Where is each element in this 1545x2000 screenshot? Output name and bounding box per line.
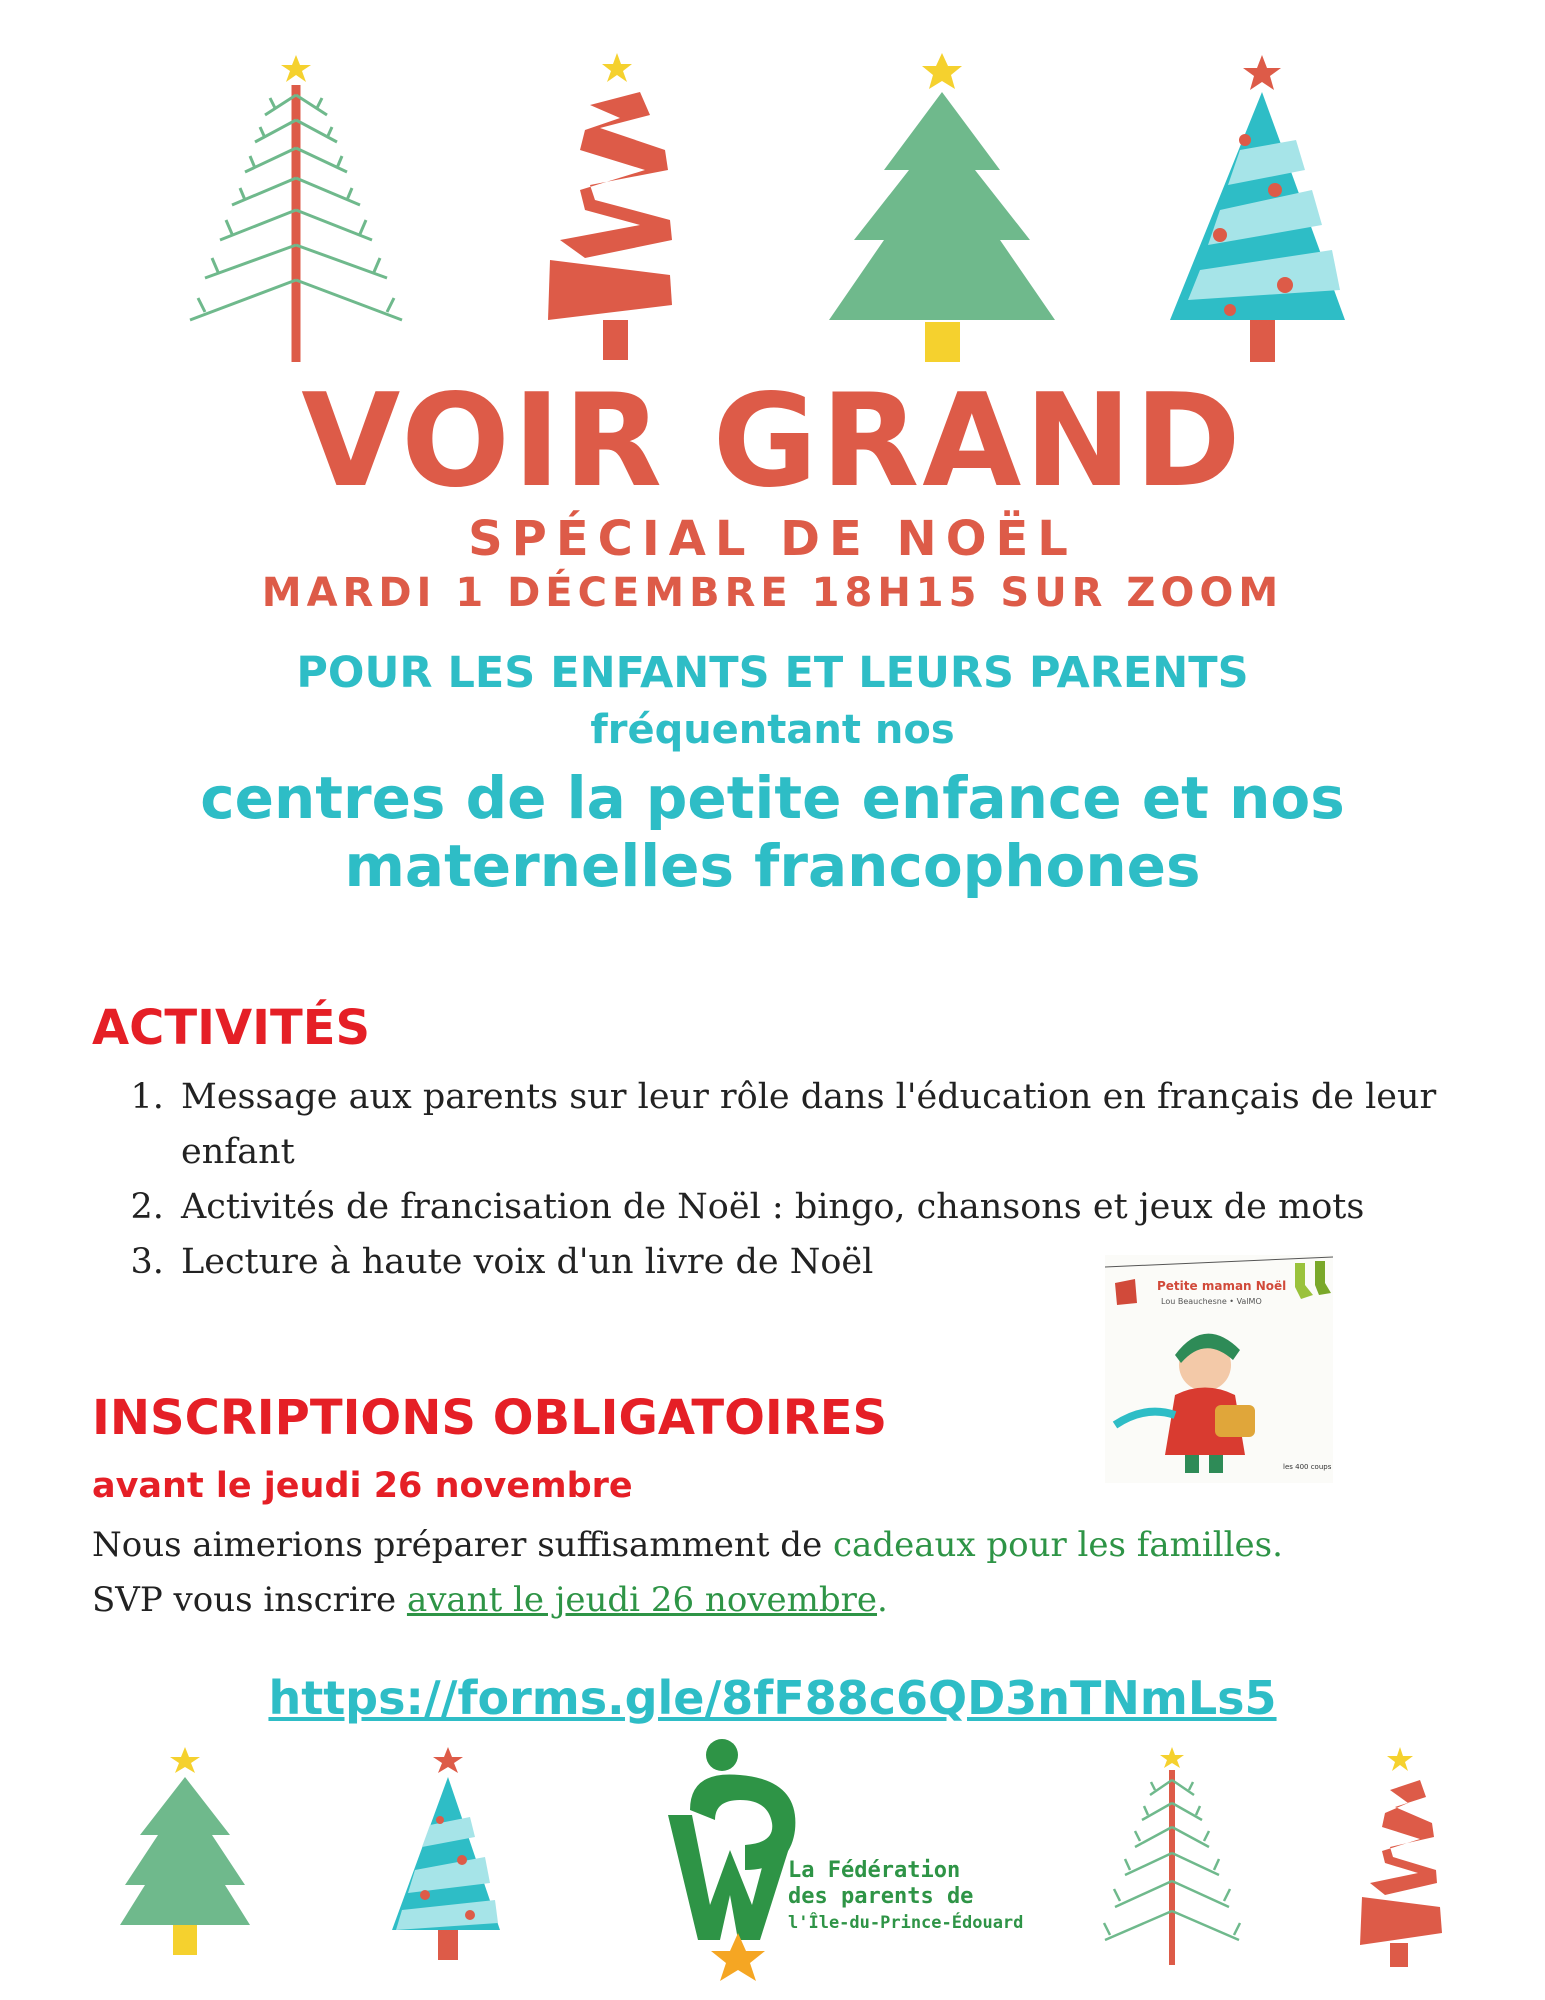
activity-item: 3. Lecture à haute voix d'un livre de Noël (175, 1235, 1545, 1290)
event-subtitle: SPÉCIAL DE NOËL (468, 511, 1077, 567)
period: . (877, 1580, 888, 1620)
registration-line-2 (92, 1573, 1492, 1628)
registration-text: Nous aimerions préparer suffisamment de (92, 1525, 833, 1565)
zigzag-tree-icon (1360, 1747, 1442, 1967)
green-tree-icon (120, 1747, 250, 1955)
federation-name-line-1: La Fédération (788, 1858, 961, 1883)
registration-deadline: avant le jeudi 26 novembre (92, 1466, 633, 1506)
registration-text: SVP vous inscrire (92, 1580, 407, 1620)
book-authors: Lou Beauchesne • ValMO (1161, 1297, 1262, 1306)
audience-block (0, 764, 1545, 901)
pine-tree-icon (1104, 1747, 1240, 1965)
federation-name-line-2: des parents de (788, 1884, 974, 1909)
event-title: VOIR GRAND (301, 367, 1244, 516)
gifts-text: cadeaux pour les familles. (833, 1525, 1283, 1565)
green-tree-icon (829, 53, 1055, 362)
registration-link[interactable]: https://forms.gle/8fF88c6QD3nTNmLs5 (268, 1671, 1277, 1725)
activities-heading: ACTIVITÉS (92, 1000, 371, 1056)
zigzag-tree-icon (548, 53, 672, 360)
audience-line-2: fréquentant nos (590, 707, 955, 753)
teal-tree-icon (392, 1747, 500, 1960)
book-title: Petite maman Noël (1157, 1279, 1287, 1293)
activity-item: 1. Message aux parents sur leur rôle dans l'éducation en français de leur enfant (175, 1070, 1545, 1180)
top-trees (0, 0, 1545, 380)
bottom-trees (0, 1735, 1545, 2000)
audience-line-1: POUR LES ENFANTS ET LEURS PARENTS (296, 648, 1249, 698)
book-publisher: les 400 coups (1283, 1463, 1332, 1471)
registration-heading: INSCRIPTIONS OBLIGATOIRES (92, 1390, 888, 1446)
deadline-link[interactable]: avant le jeudi 26 novembre (406, 1580, 878, 1620)
registration-body (92, 1518, 1492, 1628)
federation-name (788, 1858, 1023, 1936)
registration-line-1 (92, 1518, 1492, 1573)
audience-line-4: maternelles francophones (344, 832, 1201, 901)
federation-logo (668, 1739, 795, 1981)
pine-tree-icon (190, 55, 402, 362)
event-date: MARDI 1 DÉCEMBRE 18H15 SUR ZOOM (261, 570, 1284, 616)
teal-tree-icon (1170, 55, 1345, 362)
federation-name-line-3: l'Île-du-Prince-Édouard (788, 1913, 1024, 1933)
audience-line-3: centres de la petite enfance et nos (200, 764, 1345, 832)
book-cover (1105, 1255, 1333, 1483)
activity-item: 2. Activités de francisation de Noël : bingo, chansons et jeux de mots (175, 1180, 1545, 1235)
